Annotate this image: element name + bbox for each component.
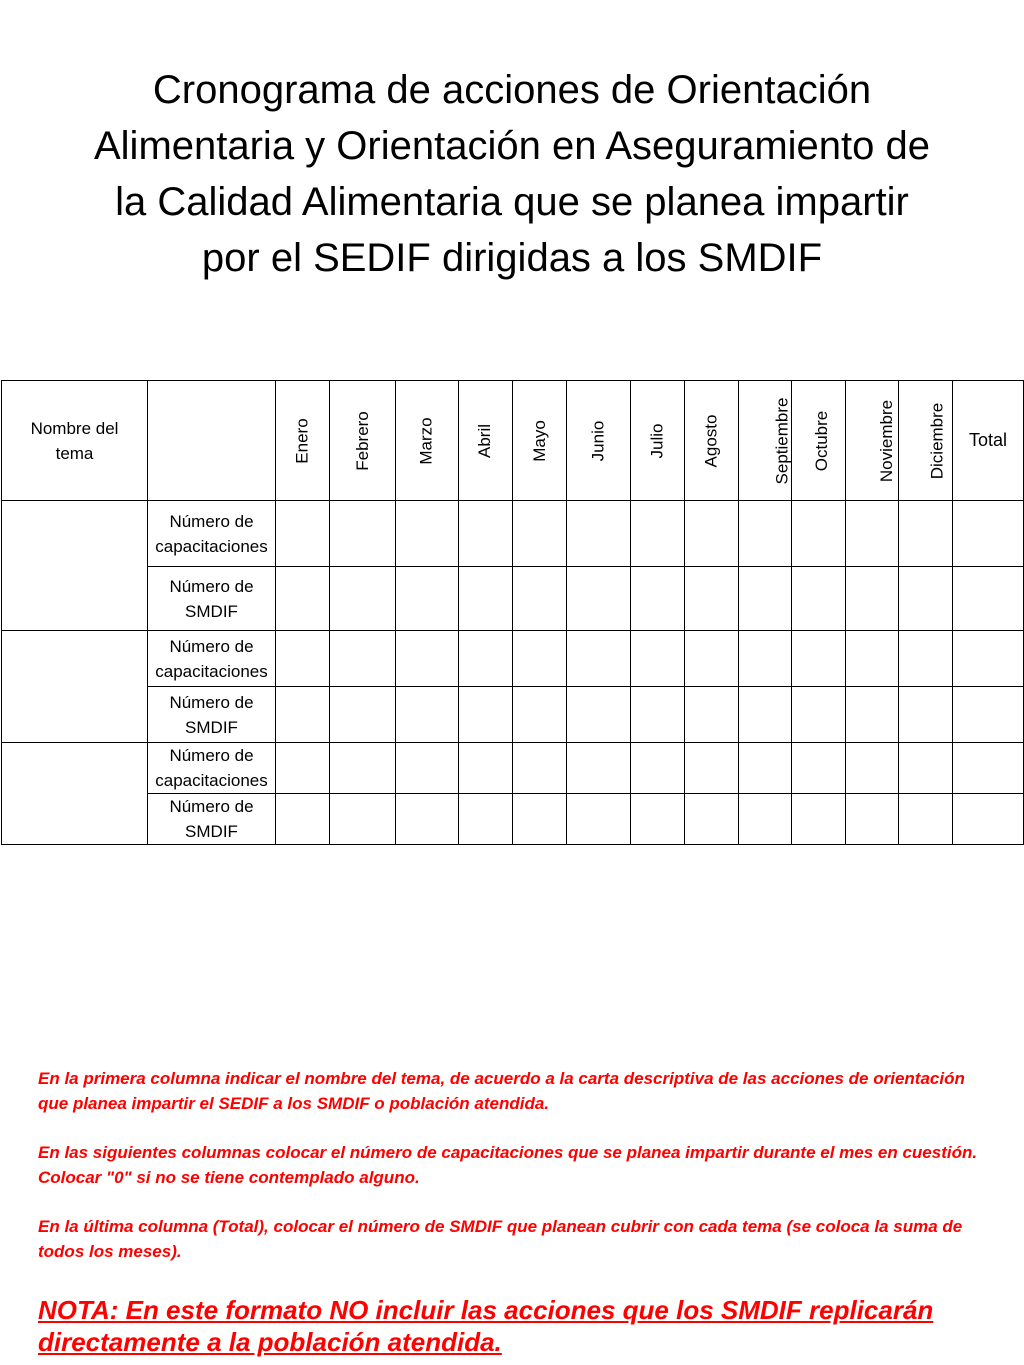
data-cell[interactable] bbox=[846, 631, 899, 687]
data-cell[interactable] bbox=[330, 567, 396, 631]
data-cell[interactable] bbox=[631, 794, 685, 845]
nota-warning: NOTA: En este formato NO incluir las acciones que los SMDIF replicarán directamente a la población atendida. bbox=[38, 1295, 934, 1357]
table-row bbox=[2, 567, 1024, 631]
header-month-diciembre: Diciembre bbox=[899, 381, 953, 501]
data-cell[interactable] bbox=[330, 794, 396, 845]
data-cell[interactable] bbox=[739, 631, 792, 687]
data-cell[interactable] bbox=[846, 743, 899, 794]
instruction-3: En la última columna (Total), colocar el número de SMDIF que planean cubrir con cada tema (se coloca la suma de todos los meses). bbox=[38, 1217, 963, 1261]
total-cell[interactable] bbox=[953, 794, 1024, 845]
instruction-1: En la primera columna indicar el nombre del tema, de acuerdo a la carta descriptiva de las acciones de orientación que planea impartir el SEDIF a los SMDIF o población atendida. bbox=[38, 1069, 965, 1113]
header-month-noviembre: Noviembre bbox=[846, 381, 899, 501]
data-cell[interactable] bbox=[846, 567, 899, 631]
header-month-junio: Junio bbox=[567, 381, 631, 501]
data-cell[interactable] bbox=[513, 794, 567, 845]
data-cell[interactable] bbox=[330, 631, 396, 687]
header-month-abril: Abril bbox=[459, 381, 513, 501]
data-cell[interactable] bbox=[513, 501, 567, 567]
title-line-2: Alimentaria y Orientación en Aseguramiento de bbox=[93, 124, 930, 168]
data-cell[interactable] bbox=[513, 687, 567, 743]
header-month-septiembre: Septiembre bbox=[739, 381, 792, 501]
data-cell[interactable] bbox=[685, 687, 739, 743]
data-cell[interactable] bbox=[792, 743, 846, 794]
data-cell[interactable] bbox=[846, 687, 899, 743]
data-cell[interactable] bbox=[396, 567, 459, 631]
table-row bbox=[2, 794, 1024, 845]
data-cell[interactable] bbox=[276, 631, 330, 687]
data-cell[interactable] bbox=[899, 687, 953, 743]
data-cell[interactable] bbox=[459, 687, 513, 743]
row-label-capacitaciones: Número de capacitaciones bbox=[148, 631, 276, 687]
data-cell[interactable] bbox=[513, 743, 567, 794]
data-cell[interactable] bbox=[459, 794, 513, 845]
data-cell[interactable] bbox=[739, 501, 792, 567]
data-cell[interactable] bbox=[899, 501, 953, 567]
data-cell[interactable] bbox=[276, 687, 330, 743]
data-cell[interactable] bbox=[899, 794, 953, 845]
header-month-mayo: Mayo bbox=[513, 381, 567, 501]
data-cell[interactable] bbox=[685, 501, 739, 567]
header-month-marzo: Marzo bbox=[396, 381, 459, 501]
header-month-febrero: Febrero bbox=[330, 381, 396, 501]
data-cell[interactable] bbox=[739, 567, 792, 631]
data-cell[interactable] bbox=[792, 631, 846, 687]
data-cell[interactable] bbox=[631, 567, 685, 631]
data-cell[interactable] bbox=[739, 743, 792, 794]
instruction-2: En las siguientes columnas colocar el número de capacitaciones que se planea impartir durante el mes en cuestión. Colocar "0" si no se tiene contemplado alguno. bbox=[38, 1143, 978, 1187]
data-cell[interactable] bbox=[330, 687, 396, 743]
data-cell[interactable] bbox=[899, 567, 953, 631]
title-line-1: Cronograma de acciones de Orientación bbox=[152, 68, 872, 112]
header-total: Total bbox=[953, 381, 1024, 501]
data-cell[interactable] bbox=[685, 794, 739, 845]
data-cell[interactable] bbox=[567, 687, 631, 743]
instructions bbox=[38, 1066, 988, 1288]
tema-name-cell[interactable] bbox=[2, 743, 148, 845]
data-cell[interactable] bbox=[567, 567, 631, 631]
data-cell[interactable] bbox=[276, 794, 330, 845]
data-cell[interactable] bbox=[739, 794, 792, 845]
data-cell[interactable] bbox=[459, 501, 513, 567]
data-cell[interactable] bbox=[276, 743, 330, 794]
table-header-row bbox=[2, 381, 1024, 501]
header-blank bbox=[148, 381, 276, 501]
table-row bbox=[2, 631, 1024, 687]
header-month-octubre: Octubre bbox=[792, 381, 846, 501]
data-cell[interactable] bbox=[631, 501, 685, 567]
data-cell[interactable] bbox=[396, 743, 459, 794]
data-cell[interactable] bbox=[276, 567, 330, 631]
table-row bbox=[2, 501, 1024, 567]
page-title bbox=[20, 62, 1004, 286]
row-label-smdif: Número de SMDIF bbox=[148, 794, 276, 845]
header-month-julio: Julio bbox=[631, 381, 685, 501]
data-cell[interactable] bbox=[513, 567, 567, 631]
data-cell[interactable] bbox=[567, 501, 631, 567]
data-cell[interactable] bbox=[792, 794, 846, 845]
data-cell[interactable] bbox=[685, 631, 739, 687]
data-cell[interactable] bbox=[459, 631, 513, 687]
schedule-table bbox=[1, 380, 1024, 845]
data-cell[interactable] bbox=[459, 567, 513, 631]
total-cell[interactable] bbox=[953, 631, 1024, 687]
total-cell[interactable] bbox=[953, 567, 1024, 631]
data-cell[interactable] bbox=[792, 501, 846, 567]
data-cell[interactable] bbox=[396, 794, 459, 845]
data-cell[interactable] bbox=[631, 743, 685, 794]
data-cell[interactable] bbox=[567, 794, 631, 845]
data-cell[interactable] bbox=[567, 743, 631, 794]
title-line-3: la Calidad Alimentaria que se planea impartir bbox=[115, 180, 909, 224]
data-cell[interactable] bbox=[631, 631, 685, 687]
data-cell[interactable] bbox=[739, 687, 792, 743]
data-cell[interactable] bbox=[459, 743, 513, 794]
table-row bbox=[2, 743, 1024, 794]
header-month-enero: Enero bbox=[276, 381, 330, 501]
data-cell[interactable] bbox=[685, 743, 739, 794]
data-cell[interactable] bbox=[792, 687, 846, 743]
row-label-capacitaciones: Número de capacitaciones bbox=[148, 501, 276, 567]
data-cell[interactable] bbox=[330, 501, 396, 567]
data-cell[interactable] bbox=[846, 501, 899, 567]
row-label-smdif: Número de SMDIF bbox=[148, 687, 276, 743]
total-cell[interactable] bbox=[953, 501, 1024, 567]
data-cell[interactable] bbox=[792, 567, 846, 631]
table-row bbox=[2, 687, 1024, 743]
data-cell[interactable] bbox=[330, 743, 396, 794]
data-cell[interactable] bbox=[899, 631, 953, 687]
title-line-4: por el SEDIF dirigidas a los SMDIF bbox=[201, 236, 823, 280]
tema-name-cell[interactable] bbox=[2, 501, 148, 631]
data-cell[interactable] bbox=[276, 501, 330, 567]
tema-name-cell[interactable] bbox=[2, 631, 148, 743]
total-cell[interactable] bbox=[953, 687, 1024, 743]
total-cell[interactable] bbox=[953, 743, 1024, 794]
data-cell[interactable] bbox=[396, 501, 459, 567]
data-cell[interactable] bbox=[631, 687, 685, 743]
data-cell[interactable] bbox=[567, 631, 631, 687]
data-cell[interactable] bbox=[513, 631, 567, 687]
data-cell[interactable] bbox=[396, 687, 459, 743]
data-cell[interactable] bbox=[685, 567, 739, 631]
header-nombre-del-tema: Nombre del tema bbox=[2, 381, 148, 501]
data-cell[interactable] bbox=[846, 794, 899, 845]
row-label-capacitaciones: Número de capacitaciones bbox=[148, 743, 276, 794]
data-cell[interactable] bbox=[396, 631, 459, 687]
data-cell[interactable] bbox=[899, 743, 953, 794]
header-month-agosto: Agosto bbox=[685, 381, 739, 501]
row-label-smdif: Número de SMDIF bbox=[148, 567, 276, 631]
